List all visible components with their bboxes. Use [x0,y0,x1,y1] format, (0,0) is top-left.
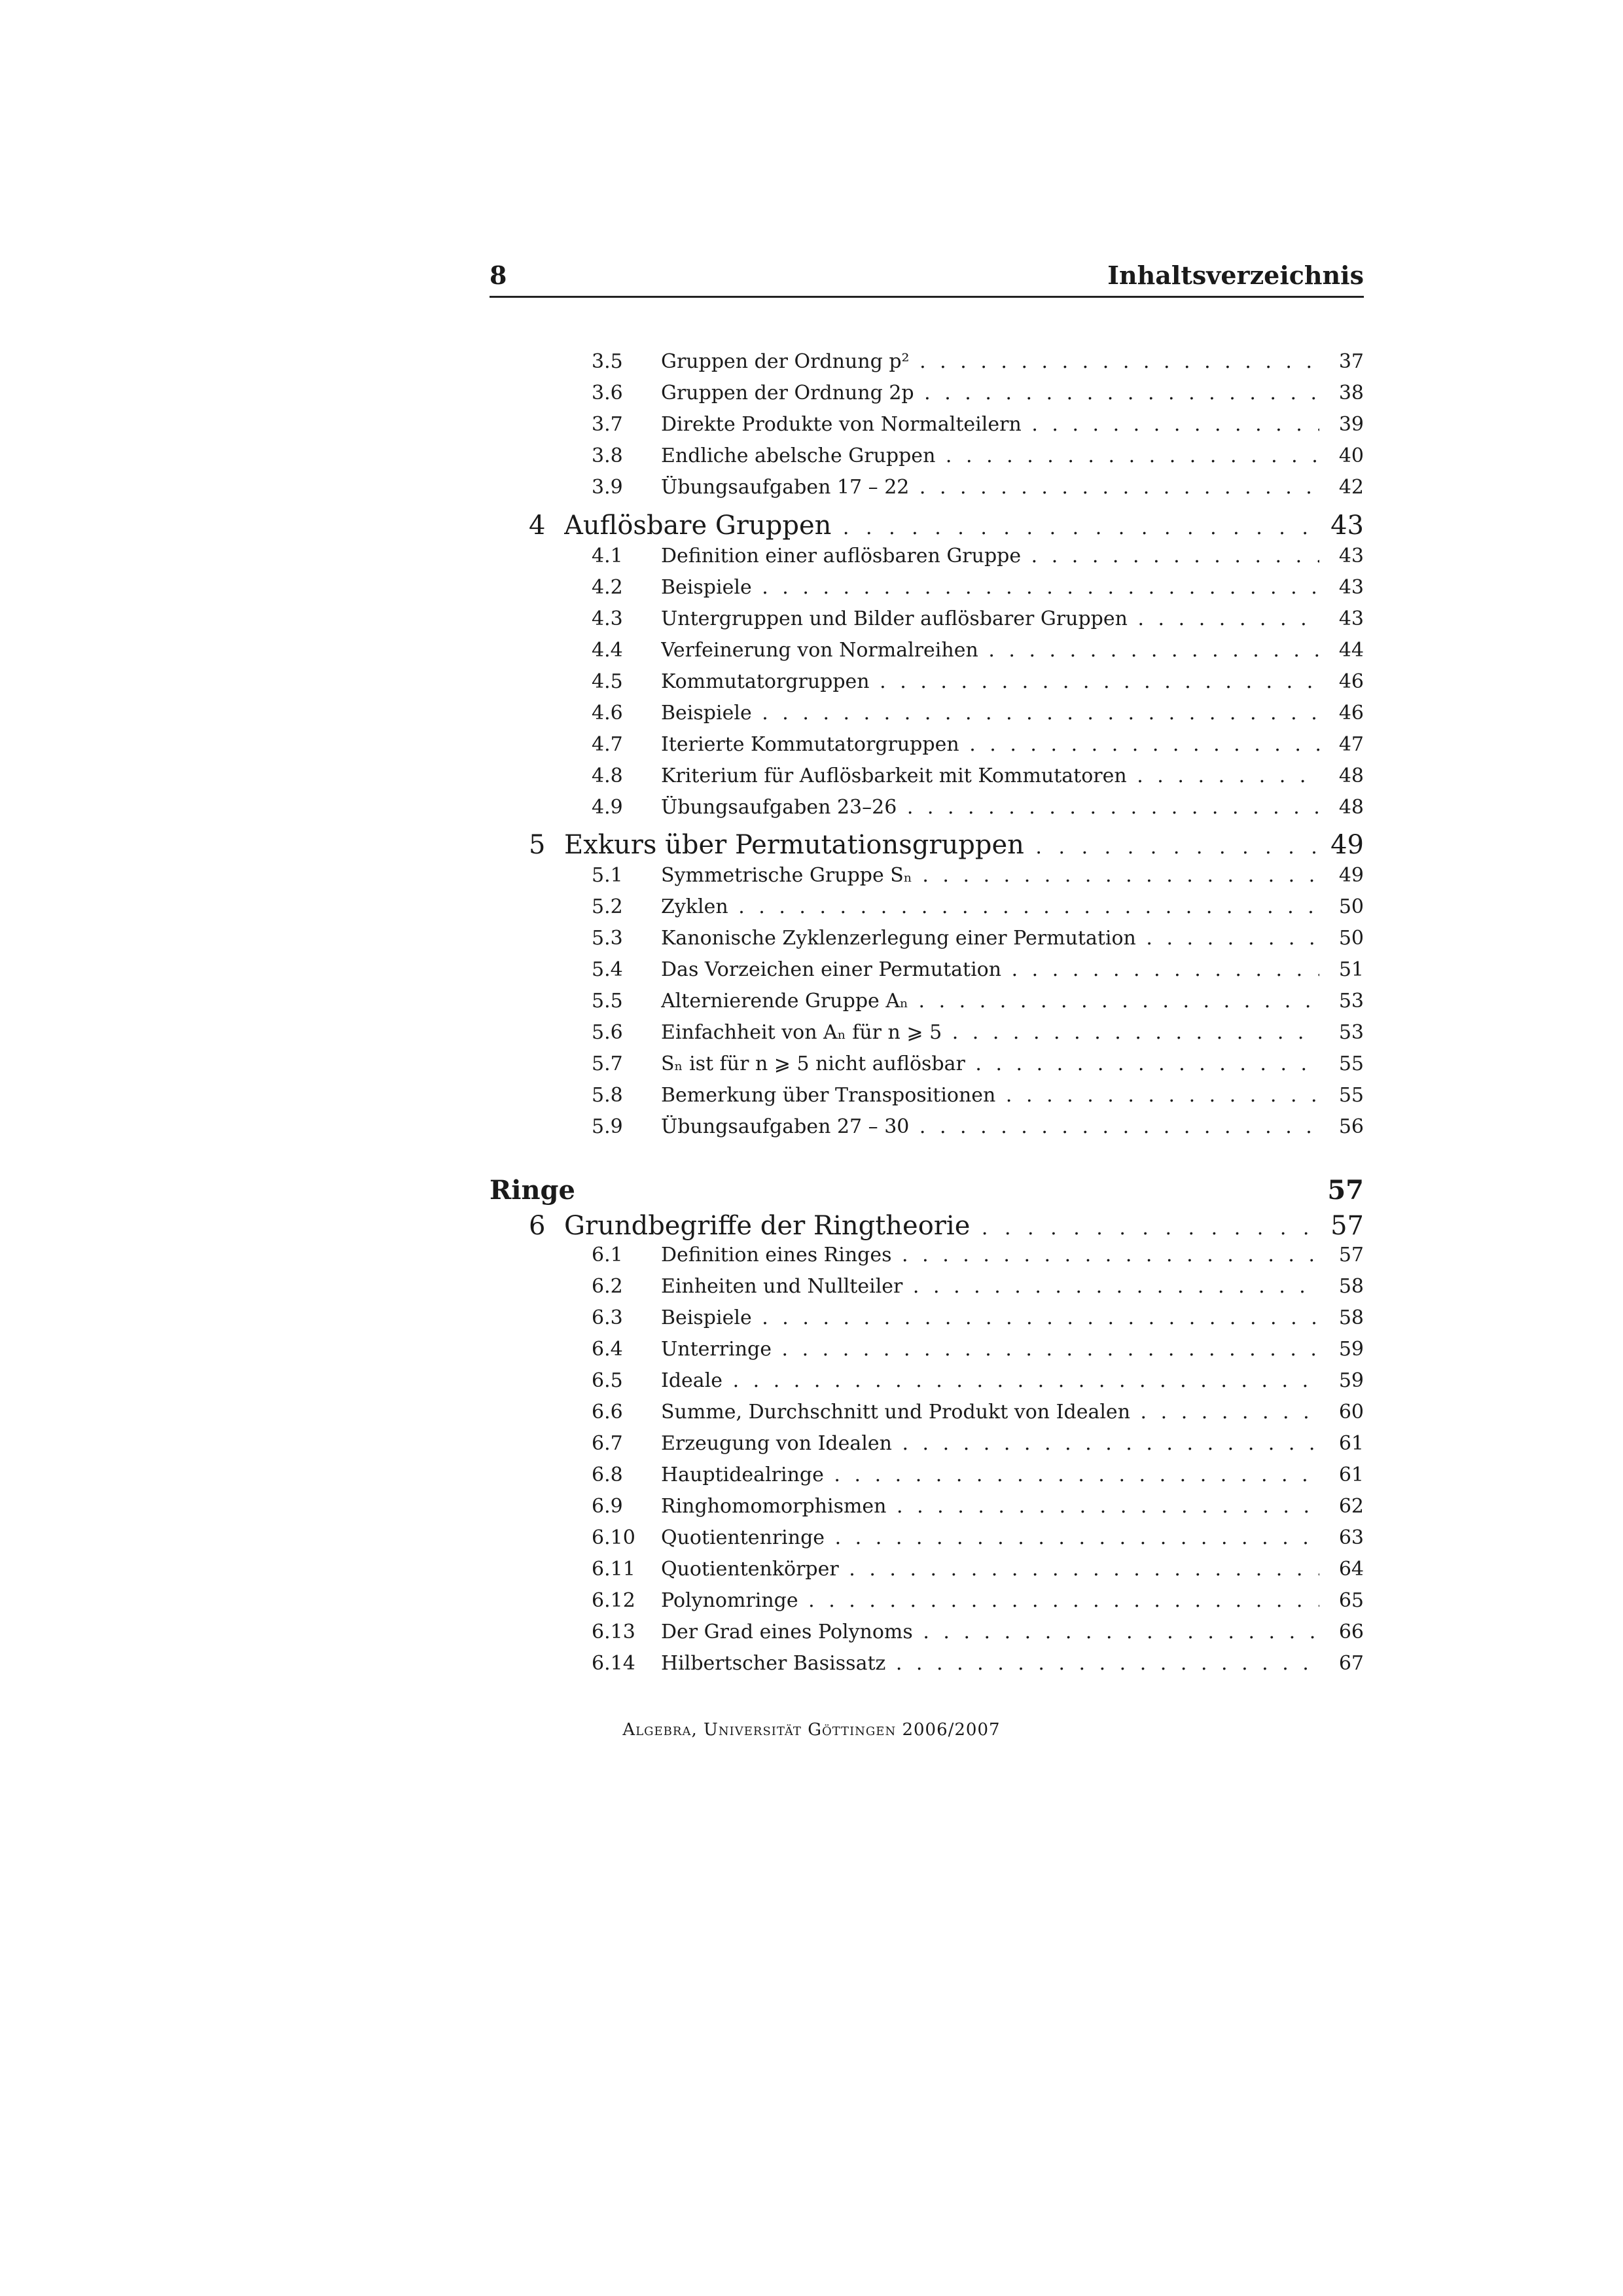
toc-title: Untergruppen und Bilder auflösbarer Gruppen . . . [661,607,1319,630]
toc-page-number: 44 [1338,639,1364,662]
toc-page-number: 59 [1338,1369,1364,1392]
toc-number: 6.3 [592,1306,623,1329]
toc-page-number: 62 [1338,1495,1364,1518]
toc-entry [0,1052,1623,1084]
toc-entry [0,476,1623,507]
toc-number: 6.13 [592,1621,635,1643]
toc-title: Summe, Durchschnitt und Produkt von Idealen . . . [661,1401,1319,1424]
toc-page-number: 64 [1338,1558,1364,1581]
toc-entry [0,796,1623,827]
toc-chapter [0,511,1623,547]
toc-page-number: 48 [1338,764,1364,787]
toc-title: Ideale . . . [661,1369,1319,1392]
toc-page-number: 55 [1338,1052,1364,1075]
toc-page-number: 55 [1338,1084,1364,1107]
toc-page-number: 43 [1338,607,1364,630]
toc-entry [0,1463,1623,1495]
toc-part-title: Ringe [490,1175,575,1206]
toc-entry [0,733,1623,764]
toc-number: 5.1 [592,864,623,887]
toc-entry [0,1589,1623,1621]
toc-entry [0,895,1623,927]
toc-number: 5.3 [592,927,623,950]
toc-title: Ringhomomorphismen . . . [661,1495,1319,1518]
toc-page-number: 57 [1338,1244,1364,1266]
toc-title: Kanonische Zyklenzerlegung einer Permutation . . . [661,927,1319,950]
toc-entry [0,1084,1623,1115]
toc-entry [0,1115,1623,1147]
toc-number: 5.7 [592,1052,623,1075]
toc-entry [0,1244,1623,1275]
toc-number: 4.4 [592,639,623,662]
toc-page-number: 43 [1330,511,1364,541]
toc-title: Exkurs über Permutationsgruppen . . . [564,830,1319,860]
toc-title: Einfachheit von Aₙ für n ⩾ 5 . . . [661,1021,1319,1044]
toc-title: Übungsaufgaben 27 – 30 . . . [661,1115,1319,1138]
toc-page-number: 63 [1338,1526,1364,1549]
toc-title: Kommutatorgruppen . . . [661,670,1319,693]
toc-page-number: 56 [1338,1115,1364,1138]
toc-title: Quotientenkörper . . . [661,1558,1319,1581]
toc-entry [0,1338,1623,1369]
toc-title: Verfeinerung von Normalreihen . . . [661,639,1319,662]
toc-title: Sₙ ist für n ⩾ 5 nicht auflösbar . . . [661,1052,1319,1075]
toc-entry [0,670,1623,702]
toc-entry [0,1526,1623,1558]
toc-number: 6.1 [592,1244,623,1266]
toc-number: 5 [529,830,546,860]
toc-number: 6.4 [592,1338,623,1361]
toc-title: Übungsaufgaben 23–26 . . . [661,796,1319,819]
page-title: Inhaltsverzeichnis [1107,260,1364,290]
toc-number: 5.6 [592,1021,623,1044]
toc-page-number: 57 [1327,1175,1364,1206]
toc-number: 4.2 [592,576,623,599]
toc-entry [0,1401,1623,1432]
toc-page-number: 49 [1338,864,1364,887]
toc-title: Symmetrische Gruppe Sₙ . . . [661,864,1319,887]
toc-number: 6.14 [592,1652,635,1675]
page-number: 8 [490,260,507,290]
toc-chapter [0,1211,1623,1247]
toc-number: 3.6 [592,382,623,404]
toc-title: Definition eines Ringes . . . [661,1244,1319,1266]
toc-title: Der Grad eines Polynoms . . . [661,1621,1319,1643]
toc-title: Bemerkung über Transpositionen . . . [661,1084,1319,1107]
toc-entry [0,350,1623,382]
toc-title: Iterierte Kommutatorgruppen . . . [661,733,1319,756]
toc-title: Beispiele . . . [661,1306,1319,1329]
toc-entry [0,927,1623,958]
toc-number: 4.8 [592,764,623,787]
toc-number: 5.8 [592,1084,623,1107]
toc-page-number: 39 [1338,413,1364,436]
toc-number: 6.8 [592,1463,623,1486]
toc-page-number: 61 [1338,1463,1364,1486]
toc-title: Gruppen der Ordnung 2p . . . [661,382,1319,404]
toc-entry [0,1495,1623,1526]
toc-page-number: 65 [1338,1589,1364,1612]
toc-page-number: 50 [1338,927,1364,950]
toc-number: 3.8 [592,444,623,467]
toc-page-number: 59 [1338,1338,1364,1361]
toc-entry [0,1558,1623,1589]
toc-page-number: 37 [1338,350,1364,373]
toc-entry [0,444,1623,476]
toc-page-number: 50 [1338,895,1364,918]
toc-entry [0,990,1623,1021]
toc-number: 6.7 [592,1432,623,1455]
toc-number: 4.6 [592,702,623,725]
toc-number: 3.9 [592,476,623,499]
toc-number: 3.5 [592,350,623,373]
toc-entry [0,607,1623,639]
toc-number: 4.5 [592,670,623,693]
toc-page-number: 67 [1338,1652,1364,1675]
toc-chapter [0,830,1623,867]
toc-title: Unterringe . . . [661,1338,1319,1361]
toc-number: 3.7 [592,413,623,436]
toc-page-number: 47 [1338,733,1364,756]
toc-page-number: 46 [1338,702,1364,725]
toc-number: 6.2 [592,1275,623,1298]
toc-number: 5.5 [592,990,623,1013]
toc-page-number: 58 [1338,1306,1364,1329]
toc-number: 4.7 [592,733,623,756]
toc-entry [0,764,1623,796]
toc-title: Beispiele . . . [661,576,1319,599]
toc-number: 6.6 [592,1401,623,1424]
toc-title: Grundbegriffe der Ringtheorie . . . [564,1211,1319,1241]
toc-page-number: 53 [1338,1021,1364,1044]
toc-entry [0,1369,1623,1401]
toc-number: 5.2 [592,895,623,918]
toc-page-number: 40 [1338,444,1364,467]
toc-entry [0,1306,1623,1338]
toc-title: Polynomringe . . . [661,1589,1319,1612]
toc-number: 4.1 [592,545,623,567]
toc-page-number: 66 [1338,1621,1364,1643]
toc-entry [0,1432,1623,1463]
toc-number: 6.12 [592,1589,635,1612]
toc-page-number: 58 [1338,1275,1364,1298]
toc-number: 6.10 [592,1526,635,1549]
toc-page-number: 57 [1330,1211,1364,1241]
toc-number: 4 [529,511,546,541]
toc-page-number: 51 [1338,958,1364,981]
toc-title: Direkte Produkte von Normalteilern . . . [661,413,1319,436]
toc-page-number: 38 [1338,382,1364,404]
toc-page-number: 42 [1338,476,1364,499]
toc-page-number: 60 [1338,1401,1364,1424]
toc-title: Alternierende Gruppe Aₙ . . . [661,990,1319,1013]
toc-page-number: 49 [1330,830,1364,860]
toc-title: Beispiele . . . [661,702,1319,725]
toc-number: 6.5 [592,1369,623,1392]
toc-entry [0,576,1623,607]
toc-entry [0,1652,1623,1683]
toc-part-heading [490,1175,1364,1211]
toc-entry [0,1275,1623,1306]
toc-title: Gruppen der Ordnung p² . . . [661,350,1319,373]
toc-title: Hauptidealringe . . . [661,1463,1319,1486]
toc-entry [0,413,1623,444]
toc-entry [0,639,1623,670]
toc-entry [0,1621,1623,1652]
toc-number: 5.4 [592,958,623,981]
toc-title: Auflösbare Gruppen . . . [564,511,1319,541]
footer: Algebra, Universität Göttingen 2006/2007 [622,1720,1001,1740]
toc-entry [0,1021,1623,1052]
toc-title: Definition einer auflösbaren Gruppe . . . [661,545,1319,567]
toc-page-number: 43 [1338,545,1364,567]
toc-title: Das Vorzeichen einer Permutation . . . [661,958,1319,981]
toc-title: Hilbertscher Basissatz . . . [661,1652,1319,1675]
toc-title: Einheiten und Nullteiler . . . [661,1275,1319,1298]
toc-number: 6 [529,1211,546,1241]
running-head [490,260,1364,298]
toc-page-number: 43 [1338,576,1364,599]
toc-page-number: 61 [1338,1432,1364,1455]
toc-entry [0,545,1623,576]
toc-entry [0,958,1623,990]
toc-title: Zyklen . . . [661,895,1319,918]
toc-number: 4.9 [592,796,623,819]
toc-number: 6.11 [592,1558,635,1581]
toc-page-number: 46 [1338,670,1364,693]
toc-entry [0,382,1623,413]
toc-number: 4.3 [592,607,623,630]
toc-entry [0,702,1623,733]
toc-title: Endliche abelsche Gruppen . . . [661,444,1319,467]
toc-title: Kriterium für Auflösbarkeit mit Kommutatoren . . . [661,764,1319,787]
toc-title: Erzeugung von Idealen . . . [661,1432,1319,1455]
toc-number: 5.9 [592,1115,623,1138]
toc-number: 6.9 [592,1495,623,1518]
toc-title: Quotientenringe . . . [661,1526,1319,1549]
toc-entry [0,864,1623,895]
toc-title: Übungsaufgaben 17 – 22 . . . [661,476,1319,499]
toc-page-number: 48 [1338,796,1364,819]
toc-page-number: 53 [1338,990,1364,1013]
